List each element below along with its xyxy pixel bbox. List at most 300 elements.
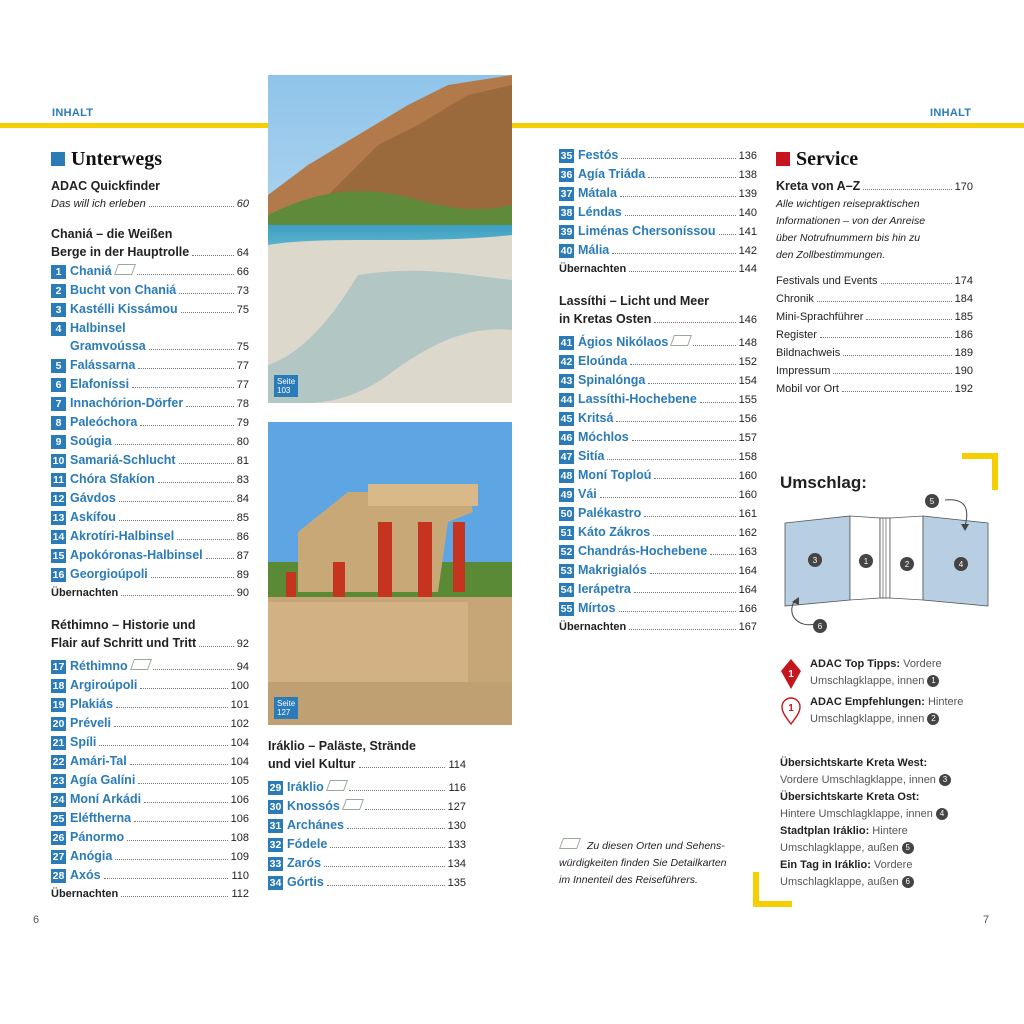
toc-entry[interactable]: [559, 561, 757, 580]
az-description: [776, 196, 973, 264]
entry-number-badge: 14: [52, 531, 65, 543]
toc-entry[interactable]: [51, 527, 249, 546]
leader-dots: [607, 459, 735, 460]
tag-iraklio-label: Ein Tag in Iráklio:: [780, 859, 871, 871]
toc-entry[interactable]: [268, 778, 466, 797]
leader-dots: [866, 319, 951, 320]
service-entry[interactable]: [776, 290, 973, 308]
circle-number-icon: 5: [902, 842, 914, 854]
quickfinder-line[interactable]: [51, 195, 249, 213]
entry-page: 85: [236, 512, 249, 524]
entry-name: Festós: [578, 148, 619, 162]
entry-page: 78: [236, 398, 249, 410]
entry-number-badge: 35: [560, 150, 573, 162]
leader-dots: [119, 520, 234, 521]
circle-number-icon: 1: [927, 675, 939, 687]
section-iraklio-line[interactable]: [268, 755, 466, 774]
badge-label: Seite: [277, 699, 296, 708]
service-entry-page: 174: [954, 275, 973, 287]
section-rethimno-page: 92: [236, 638, 249, 650]
section-chania-line1: Chaniá – die Weißen: [51, 227, 173, 241]
toc-entry[interactable]: [51, 451, 249, 470]
entry-number-badge: 4: [51, 322, 66, 336]
section-iraklio-page: 114: [448, 759, 466, 771]
entry-name: Plakiás: [70, 697, 114, 711]
entry-page: 105: [230, 775, 249, 787]
unterwegs-title: Unterwegs: [71, 147, 163, 170]
leader-dots: [158, 482, 234, 483]
entry-name: Lassíthi-Hochebene: [578, 392, 697, 406]
service-entry[interactable]: [776, 362, 973, 380]
iraklio-entry-list-cont: [559, 146, 757, 260]
toc-entry[interactable]: [51, 300, 249, 319]
entry-name: Eléftherna: [70, 811, 132, 825]
toc-entry[interactable]: [51, 714, 249, 733]
toc-entry[interactable]: [268, 835, 466, 854]
az-label: Kreta von A–Z: [776, 179, 861, 193]
leader-dots: [144, 802, 228, 803]
stay-line-2[interactable]: [51, 885, 249, 903]
entry-name: Moní Arkádi: [70, 792, 142, 806]
stay-page: 167: [738, 621, 757, 633]
entry-name: Kritsá: [578, 411, 614, 425]
stadtplan-text2: Umschlagklappe, außen: [780, 842, 899, 854]
entry-name: Mátala: [578, 186, 617, 200]
cover-marker-label: 6: [817, 622, 823, 631]
leader-dots: [119, 501, 234, 502]
toc-entry[interactable]: [559, 352, 757, 371]
entry-number-badge: 18: [52, 680, 65, 692]
marker-outline-icon: [780, 696, 802, 731]
entry-page: 142: [738, 245, 757, 257]
section-iraklio-line1: Iráklio – Paläste, Strände: [268, 739, 416, 753]
service-entry-page: 186: [954, 329, 973, 341]
entry-name: Falássarna: [70, 358, 136, 372]
entry-name: Askífou: [70, 510, 116, 524]
entry-number-badge: 51: [560, 527, 573, 539]
leader-dots: [625, 215, 736, 216]
toc-entry[interactable]: [559, 428, 757, 447]
knossos-illustration: [268, 422, 512, 725]
leader-dots: [130, 764, 228, 765]
leader-dots: [621, 158, 735, 159]
leader-dots: [137, 274, 234, 275]
stay-line-4[interactable]: [559, 618, 757, 636]
entry-page: 166: [738, 603, 757, 615]
entry-page: 66: [236, 266, 249, 278]
toc-entry[interactable]: [559, 371, 757, 390]
stay-page: 90: [236, 587, 249, 599]
entry-page: 164: [738, 565, 757, 577]
entry-name: Bucht von Chaniá: [70, 283, 177, 297]
toc-entry[interactable]: [559, 447, 757, 466]
leader-dots: [648, 383, 735, 384]
note-line3: im Innenteil des Reiseführers.: [559, 874, 698, 886]
leader-dots: [632, 440, 736, 441]
entry-name: Eloúnda: [578, 354, 628, 368]
toc-entry[interactable]: [559, 466, 757, 485]
entry-page: 89: [236, 569, 249, 581]
toc-entry[interactable]: [559, 580, 757, 599]
stadtplan-label: Stadtplan Iráklio:: [780, 825, 870, 837]
iraklio-entry-list: [268, 778, 466, 892]
toc-entry[interactable]: [51, 375, 249, 394]
entry-number-badge: 43: [560, 375, 573, 387]
leader-dots: [600, 497, 736, 498]
leader-dots: [654, 478, 735, 479]
section-lassithi-line[interactable]: [559, 310, 757, 329]
entry-name: Apokóronas-Halbinsel: [70, 548, 203, 562]
tag-iraklio-text2: Umschlagklappe, außen: [780, 876, 899, 888]
entry-page: 106: [230, 794, 249, 806]
toc-entry[interactable]: [51, 657, 249, 676]
toc-entry[interactable]: [268, 873, 466, 892]
entry-number-badge: 11: [52, 474, 65, 486]
toc-entry[interactable]: [51, 281, 249, 300]
toc-entry[interactable]: [51, 809, 249, 828]
entry-number-badge: 2: [51, 284, 66, 298]
az-line[interactable]: [776, 177, 973, 196]
entry-number-badge: 24: [52, 794, 65, 806]
note-line2: würdigkeiten finden Sie Detailkarten: [559, 857, 727, 869]
service-entry[interactable]: [776, 326, 973, 344]
entry-number-badge: 19: [52, 699, 65, 711]
entry-page: 135: [447, 877, 466, 889]
entry-page: 127: [447, 801, 466, 813]
empfehlungen-label: ADAC Empfehlungen:: [810, 696, 925, 708]
leader-dots: [138, 368, 233, 369]
toc-entry[interactable]: [51, 508, 249, 527]
entry-number-badge: 41: [560, 337, 573, 349]
entry-name: Moní Toploú: [578, 468, 652, 482]
entry-page: 77: [236, 379, 249, 391]
service-entry[interactable]: [776, 380, 973, 398]
entry-number-badge: 31: [269, 820, 282, 832]
toc-entry[interactable]: [559, 599, 757, 618]
leader-dots: [616, 421, 735, 422]
entry-page: 73: [236, 285, 249, 297]
entry-number-badge: 32: [269, 839, 282, 851]
entry-name: Gávdos: [70, 491, 116, 505]
leader-dots: [650, 573, 736, 574]
entry-name: Akrotíri-Halbinsel: [70, 529, 175, 543]
service-entry[interactable]: [776, 308, 973, 326]
cover-marker-label: 5: [929, 497, 935, 506]
unterwegs-heading: [51, 147, 249, 171]
header-left-label: INHALT: [52, 107, 94, 119]
circle-number-icon: 4: [936, 808, 948, 820]
toc-entry[interactable]: [51, 790, 249, 809]
leader-dots: [177, 539, 234, 540]
toc-entry[interactable]: [268, 797, 466, 816]
entry-page: 84: [236, 493, 249, 505]
entry-name: Sitía: [578, 449, 605, 463]
leader-dots: [140, 425, 233, 426]
leader-dots: [619, 611, 736, 612]
circle-number-icon: 6: [902, 876, 914, 888]
entry-name: Mírtos: [578, 601, 616, 615]
leader-dots: [612, 253, 735, 254]
cover-marker-label: 4: [958, 560, 964, 569]
entry-number-badge: 36: [560, 169, 573, 181]
toc-entry[interactable]: [51, 771, 249, 790]
detail-map-icon: [559, 838, 581, 849]
leader-dots: [349, 790, 446, 791]
map-ost-label: Übersichtskarte Kreta Ost:: [780, 791, 920, 803]
entry-page: 154: [738, 375, 757, 387]
entry-name: Archánes: [287, 818, 344, 832]
toc-entry[interactable]: [559, 146, 757, 165]
entry-name: Iráklio: [287, 780, 324, 794]
column-service: [776, 147, 973, 398]
entry-page: 116: [448, 782, 466, 794]
toc-entry[interactable]: [559, 542, 757, 561]
toc-entry[interactable]: [268, 816, 466, 835]
toc-entry[interactable]: [51, 565, 249, 584]
chania-entry-list: [51, 262, 249, 584]
stay-label: Übernachten: [51, 587, 119, 599]
entry-name: Georgioúpoli: [70, 567, 148, 581]
header-bar-right: [512, 123, 1024, 128]
entry-number-badge: 38: [560, 207, 573, 219]
toc-entry[interactable]: [559, 203, 757, 222]
detail-map-icon: [114, 264, 136, 275]
leader-dots: [620, 196, 736, 197]
entry-number-badge: 50: [560, 508, 573, 520]
entry-page: 161: [738, 508, 757, 520]
entry-name: Ierápetra: [578, 582, 631, 596]
photo-badge-127: [274, 697, 298, 719]
entry-page: 86: [236, 531, 249, 543]
entry-number-badge: 55: [560, 603, 573, 615]
entry-number-badge: 29: [269, 782, 282, 794]
entry-number-badge: 45: [560, 413, 573, 425]
leader-dots: [181, 312, 234, 313]
toc-entry[interactable]: [559, 241, 757, 260]
toc-entry[interactable]: [51, 546, 249, 565]
toc-entry[interactable]: [51, 262, 249, 281]
section-chania-page: 64: [236, 247, 249, 259]
entry-page: 109: [230, 851, 249, 863]
svg-text:1: 1: [788, 669, 794, 680]
entry-name: Ágios Nikólaos: [578, 335, 669, 349]
toc-entry[interactable]: [559, 165, 757, 184]
entry-number-badge: 20: [52, 718, 65, 730]
detail-map-icon: [326, 780, 348, 791]
toc-entry[interactable]: [559, 222, 757, 241]
toc-entry[interactable]: [51, 319, 249, 337]
leader-dots: [634, 592, 736, 593]
entry-number-badge: 23: [52, 775, 65, 787]
leader-dots: [179, 293, 233, 294]
toc-entry[interactable]: [51, 733, 249, 752]
leader-dots: [324, 866, 445, 867]
leader-dots: [843, 355, 951, 356]
toc-entry[interactable]: [51, 489, 249, 508]
entry-number-badge: 16: [52, 569, 65, 581]
top-tipps-label: ADAC Top Tipps:: [810, 658, 901, 670]
entry-number-badge: 37: [560, 188, 573, 200]
toc-entry[interactable]: [51, 432, 249, 451]
column-lassithi: [559, 146, 757, 636]
stay-line-3[interactable]: [559, 260, 757, 278]
section-rethimno-line1: Réthimno – Historie und: [51, 618, 196, 632]
entry-number-badge: 9: [51, 435, 66, 449]
entry-name: Axós: [70, 868, 101, 882]
entry-page: 75: [236, 341, 249, 353]
entry-name: Kastélli Kissámou: [70, 302, 178, 316]
entry-number-badge: 17: [52, 661, 65, 673]
entry-number-badge: 48: [560, 470, 573, 482]
entry-name: Górtis: [287, 875, 324, 889]
entry-page: 148: [738, 337, 757, 349]
badge-number: 103: [277, 386, 291, 395]
column-unterwegs: [51, 147, 249, 903]
leader-dots: [881, 283, 952, 284]
service-entry-name: Register: [776, 329, 817, 341]
header-right-label: INHALT: [930, 107, 972, 119]
section-lassithi-line1: Lassíthi – Licht und Meer: [559, 294, 710, 308]
service-title: Service: [796, 147, 859, 170]
service-entry-page: 184: [954, 293, 973, 305]
entry-page: 87: [236, 550, 249, 562]
toc-entry[interactable]: [559, 333, 757, 352]
service-entry-page: 185: [954, 311, 973, 323]
detail-map-icon: [130, 659, 152, 670]
entry-number-badge: 26: [52, 832, 65, 844]
entry-number-badge: 30: [269, 801, 282, 813]
leader-dots: [132, 387, 234, 388]
entry-page: 139: [738, 188, 757, 200]
entry-number-badge: 7: [51, 397, 66, 411]
toc-entry[interactable]: [51, 676, 249, 695]
entry-name: Agía Galíni: [70, 773, 136, 787]
badge-number: 127: [277, 708, 291, 717]
leader-dots: [330, 847, 444, 848]
cover-marker-label: 1: [863, 557, 869, 566]
entry-page: 155: [738, 394, 757, 406]
rethimno-entry-list: [51, 657, 249, 885]
top-tipps-text: Vordere: [900, 658, 942, 670]
entry-name: Spinalónga: [578, 373, 646, 387]
page-number-left: 6: [33, 914, 40, 926]
toc-entry[interactable]: [51, 337, 249, 356]
stay-label: Übernachten: [559, 263, 627, 275]
toc-entry[interactable]: [51, 847, 249, 866]
knossos-photo: [268, 422, 512, 725]
entry-page: 157: [738, 432, 757, 444]
photo-badge-103: [274, 375, 298, 397]
service-entry[interactable]: [776, 272, 973, 290]
toc-entry[interactable]: [51, 413, 249, 432]
detail-map-icon: [670, 335, 692, 346]
toc-entry[interactable]: [51, 866, 249, 885]
entry-page: 158: [738, 451, 757, 463]
entry-name: Makrigialós: [578, 563, 647, 577]
entry-number-badge: 25: [52, 813, 65, 825]
red-square-icon: [776, 152, 790, 166]
entry-number-badge: 10: [52, 455, 65, 467]
leader-dots: [127, 840, 227, 841]
leader-dots: [842, 391, 952, 392]
toc-entry[interactable]: [51, 695, 249, 714]
stay-line-1[interactable]: [51, 584, 249, 602]
entry-number-badge: 40: [560, 245, 573, 257]
toc-entry[interactable]: [51, 394, 249, 413]
entry-number-badge: 3: [51, 303, 66, 317]
entry-page: 75: [236, 304, 249, 316]
leader-dots: [719, 234, 736, 235]
legend-empfehlungen: [810, 694, 963, 728]
entry-number-badge: 53: [560, 565, 573, 577]
entry-name: Réthimno: [70, 659, 128, 673]
toc-entry[interactable]: [51, 356, 249, 375]
entry-number-badge: 54: [560, 584, 573, 596]
entry-number-badge: 22: [52, 756, 65, 768]
section-chania-line[interactable]: [51, 243, 249, 262]
entry-name: Spíli: [70, 735, 97, 749]
section-rethimno-line2: Flair auf Schritt und Tritt: [51, 636, 197, 650]
empfehlungen-text: Hintere: [924, 696, 964, 708]
map-west-text: Vordere Umschlagklappe, innen: [780, 774, 936, 786]
service-heading: [776, 147, 973, 171]
entry-page: 101: [230, 699, 249, 711]
leader-dots: [630, 364, 735, 365]
entry-name: Amári-Tal: [70, 754, 127, 768]
stay-page: 144: [738, 263, 757, 275]
entry-page: 104: [230, 756, 249, 768]
entry-name: Halbinsel: [70, 321, 126, 335]
section-rethimno-line[interactable]: [51, 634, 249, 653]
entry-number-badge: 42: [560, 356, 573, 368]
toc-entry[interactable]: [268, 854, 466, 873]
leader-dots: [186, 406, 234, 407]
entry-page: 156: [738, 413, 757, 425]
entry-name: Agía Triáda: [578, 167, 646, 181]
toc-entry[interactable]: [559, 184, 757, 203]
map-west-label: Übersichtskarte Kreta West:: [780, 757, 928, 769]
toc-entry[interactable]: [559, 409, 757, 428]
entry-number-badge: 21: [52, 737, 65, 749]
beach-photo: [268, 75, 512, 403]
entry-page: 102: [230, 718, 249, 730]
entry-page: 83: [236, 474, 249, 486]
toc-entry[interactable]: [51, 752, 249, 771]
circle-number-icon: 2: [927, 713, 939, 725]
toc-entry[interactable]: [559, 485, 757, 504]
quickfinder-sub: Das will ich erleben: [51, 198, 146, 210]
az-desc-line: über Notrufnummern bis hin zu: [776, 232, 921, 244]
toc-entry[interactable]: [51, 828, 249, 847]
toc-entry[interactable]: [559, 523, 757, 542]
entry-number-badge: 1: [51, 265, 66, 279]
toc-entry[interactable]: [559, 504, 757, 523]
yellow-corner-top-right: [960, 452, 1000, 492]
entry-name: Mália: [578, 243, 610, 257]
leader-dots: [833, 373, 951, 374]
entry-name: Liménas Chersoníssou: [578, 224, 716, 238]
note-line1: Zu diesen Orten und Sehens-: [587, 840, 725, 852]
toc-entry[interactable]: [51, 470, 249, 489]
cover-marker-label: 3: [812, 556, 818, 565]
service-entry-name: Mini-Sprachführer: [776, 311, 864, 323]
entry-page: 130: [447, 820, 466, 832]
entry-name: Argiroúpoli: [70, 678, 138, 692]
service-entry[interactable]: [776, 344, 973, 362]
entry-number-badge: 6: [51, 378, 66, 392]
leader-dots: [820, 337, 952, 338]
toc-entry[interactable]: [559, 390, 757, 409]
